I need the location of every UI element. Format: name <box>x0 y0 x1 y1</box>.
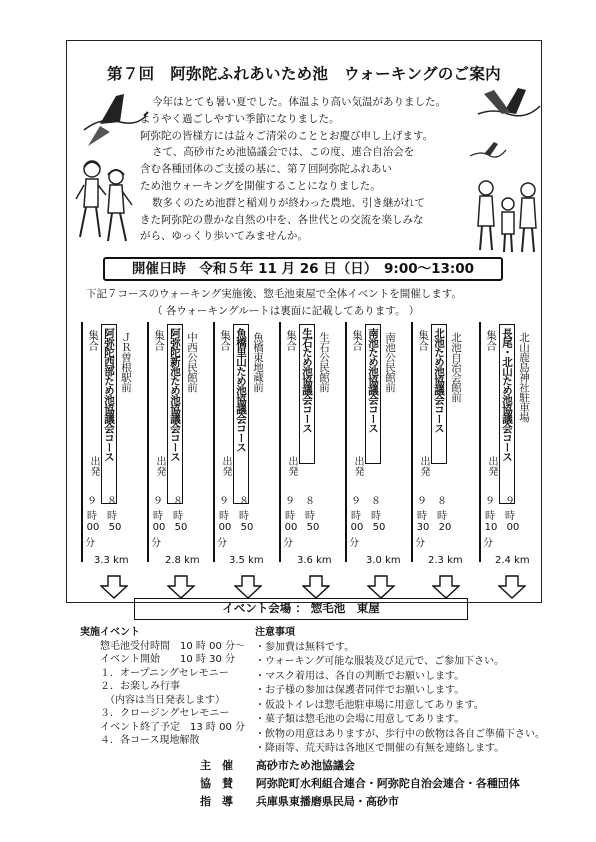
course-column <box>479 322 535 562</box>
gather-place: 南池公民館前 <box>384 332 396 392</box>
walkers-illustration <box>74 155 136 245</box>
minute-b: 50 <box>108 522 122 533</box>
intro-line: きた阿弥陀の豊かな自然の中を、各世代との交流を楽しみな <box>140 213 424 226</box>
note-item: ・お子様の参加は保護者同伴でお願いします。 <box>255 685 465 696</box>
down-arrow-icon <box>498 575 526 599</box>
minute-label: 分 <box>283 538 293 549</box>
crane-right-icon <box>474 84 544 144</box>
course-column <box>81 322 137 562</box>
minute-b: 50 <box>372 522 386 533</box>
course-name: 阿弥陀新池ため池協議会コース <box>169 328 181 461</box>
depart-label: 出発 <box>286 456 297 476</box>
hour-b: ８ <box>437 496 447 507</box>
intro-text <box>140 94 470 245</box>
gather-place: 中西公民館前 <box>186 332 198 392</box>
gather-place: 北山鹿島神社駐車場 <box>518 332 530 422</box>
minute-label: 分 <box>151 538 161 549</box>
down-arrow-icon <box>432 575 460 599</box>
hour-a: ９ <box>153 496 163 507</box>
event-item: 惣毛池受付時間 10 時 00 分～ <box>80 640 245 652</box>
hour-b: ８ <box>173 496 183 507</box>
minute-b: 50 <box>174 522 188 533</box>
down-arrow-icon <box>167 575 195 599</box>
down-arrow-icon <box>100 575 128 599</box>
organizer-label: 主 催 <box>200 759 233 772</box>
crane-small-icon <box>468 140 508 170</box>
note-item: ・ウォーキング可能な服装及び足元で、ご参加下さい。 <box>255 656 505 667</box>
depart-times: ９ ８ 時 時 00 50 <box>347 492 399 533</box>
intro-line: 数多くのため池群と稲刈りが終わった農地、引き継がれて <box>152 196 425 209</box>
course-distance: 2.3 km <box>428 555 463 566</box>
gather-label: 集合 <box>485 330 497 351</box>
minute-a: 00 <box>218 522 232 533</box>
depart-times: ９ ８ 時 時 00 50 <box>83 492 135 533</box>
gather-label: 集合 <box>219 330 231 351</box>
page-title: 第７回 阿弥陀ふれあいため池 ウォーキングのご案内 <box>107 65 501 83</box>
gather-label: 集合 <box>153 330 165 351</box>
hour-b: ８ <box>239 496 249 507</box>
down-arrow-icon <box>302 575 330 599</box>
gather-place: 魚橋東地蔵前 <box>252 332 264 392</box>
course-distance: 2.8 km <box>165 555 200 566</box>
minute-a: 00 <box>86 522 100 533</box>
gather-label: 集合 <box>285 330 297 351</box>
organizer-row <box>200 757 355 773</box>
guidance-value: 兵庫県東播磨県民局・高砂市 <box>255 795 399 808</box>
minute-a: 00 <box>350 522 364 533</box>
hour-a: ９ <box>485 496 495 507</box>
hour-a: ９ <box>219 496 229 507</box>
minute-b: 50 <box>306 522 320 533</box>
course-name: 南池ため池協議会コース <box>367 328 379 433</box>
event-item: イベント終了予定 13 時 00 分 <box>80 721 245 733</box>
minute-a: 00 <box>284 522 298 533</box>
organizer-value: 高砂市ため池協議会 <box>255 759 355 772</box>
minute-b: 00 <box>506 522 520 533</box>
event-heading: 実施イベント <box>80 627 140 638</box>
down-arrow-icon <box>367 575 395 599</box>
course-column <box>411 322 467 562</box>
intro-line: ため池ウォーキングを開催することになりました。 <box>140 179 381 192</box>
minute-label: 分 <box>85 538 95 549</box>
course-column <box>147 322 203 562</box>
course-name: 阿弥陀西部ため池協議会コース <box>103 328 115 461</box>
course-name: 生石ため池協議会コース <box>301 328 313 433</box>
minute-label: 分 <box>483 538 493 549</box>
event-item: １．オープニングセレモニー <box>80 667 229 679</box>
depart-times: ９ ８ 時 時 00 50 <box>215 492 267 533</box>
minute-a: 30 <box>416 522 430 533</box>
depart-label: 出発 <box>88 456 99 476</box>
gather-place: 生石公民館前 <box>318 332 330 392</box>
gather-label: 集合 <box>87 330 99 351</box>
venue-box: イベント会場 ： 惣毛池 東屋 <box>134 598 468 620</box>
course-name: 魚橋里山ため池協議会コース <box>235 328 247 452</box>
event-item: ３．クロージングセレモニー <box>80 708 230 719</box>
minute-b: 50 <box>240 522 254 533</box>
intro-line: がら、ゆっくり歩いてみませんか。 <box>140 230 308 243</box>
minute-b: 20 <box>438 522 452 533</box>
minute-label: 分 <box>415 538 425 549</box>
course-name: 北池ため池協議会コース <box>433 328 445 433</box>
course-column <box>213 322 269 562</box>
depart-label: 出発 <box>154 456 165 476</box>
hour-a: ９ <box>285 496 295 507</box>
intro-line: さて、高砂市ため池協議会では、この度、連合自治会を <box>152 146 415 159</box>
course-distance: 2.4 km <box>495 555 530 566</box>
notice-line: 下記７コースのウォーキング実施後、惣毛池東屋で全体イベントを開催します。 <box>86 288 462 300</box>
depart-times: ９ ８ 時 時 30 20 <box>413 492 465 533</box>
minute-label: 分 <box>349 538 359 549</box>
event-item: ２．お楽しみ行事 <box>80 681 180 692</box>
depart-times: ９ ９ 時 時 10 00 <box>481 492 533 533</box>
hour-b: ８ <box>371 496 381 507</box>
depart-label: 出発 <box>352 456 363 476</box>
course-distance: 3.5 km <box>229 555 264 566</box>
depart-label: 出発 <box>220 456 231 476</box>
minute-label: 分 <box>217 538 227 549</box>
hour-a: ９ <box>417 496 427 507</box>
gather-label: 集合 <box>351 330 363 351</box>
course-distance: 3.3 km <box>94 555 129 566</box>
event-item: （内容は当日発表します） <box>80 694 225 706</box>
guidance-label: 指 導 <box>200 795 233 808</box>
course-column <box>279 322 335 562</box>
intro-line: 含む各種団体のご支援の基に、第７回阿弥陀ふれあい <box>140 163 392 176</box>
course-distance: 3.0 km <box>366 555 401 566</box>
intro-line: 阿弥陀の皆様方には益々ご清栄のこととお慶び申し上げます。 <box>140 129 434 142</box>
hour-b: ９ <box>505 496 515 507</box>
sponsor-value: 阿弥陀町水利組合連合・阿弥陀自治会連合・各種団体 <box>255 777 520 790</box>
hour-a: ９ <box>87 496 97 507</box>
depart-times: ９ ８ 時 時 00 50 <box>149 492 201 533</box>
sponsor-row <box>200 775 520 791</box>
minute-a: 10 <box>484 522 498 533</box>
notes-heading: 注意事項 <box>255 627 295 638</box>
course-column <box>345 322 401 562</box>
note-item: ・仮設トイレは惣毛池駐車場に用意してあります。 <box>255 699 484 711</box>
family-illustration <box>474 176 540 256</box>
note-item: ・マスク着用は、各自の判断でお願いします。 <box>255 670 465 682</box>
hour-a: ９ <box>351 496 361 507</box>
sponsor-label: 協 賛 <box>200 777 233 790</box>
note-item: ・参加費は無料です。 <box>255 641 355 653</box>
event-list <box>80 626 245 748</box>
depart-times: ９ ８ 時 時 00 50 <box>281 492 333 533</box>
notes-list <box>255 626 545 757</box>
note-item: ・菓子類は惣毛池の会場に用意してあります。 <box>255 714 465 725</box>
down-arrow-icon <box>234 575 262 599</box>
course-name: 長尾・北山ため池協議会コース <box>501 328 513 461</box>
event-date-box: 開催日時 令和５年 11 月 26 日（日） 9:00～13:00 <box>103 257 503 281</box>
course-columns <box>81 322 544 562</box>
depart-label: 出発 <box>486 456 497 476</box>
note-item: ・飲物の用意はありますが、歩行中の飲物は各自ご準備下さい。 <box>255 728 545 740</box>
depart-label: 出発 <box>418 456 429 476</box>
gather-place: ＪＲ曽根駅前 <box>120 332 132 392</box>
gather-place: 北池自治会館前 <box>450 332 462 402</box>
intro-line: ようやく過ごしやすい季節になりました。 <box>140 112 340 125</box>
hour-b: ８ <box>305 496 315 507</box>
guidance-row <box>200 793 399 809</box>
course-distance: 3.6 km <box>297 555 332 566</box>
notice-line: （ 各ウォーキングルートは裏面に記載してあります。 ） <box>152 305 420 317</box>
gather-label: 集合 <box>417 330 429 351</box>
hour-b: ８ <box>107 496 117 507</box>
note-item: ・降雨等、荒天時は各地区で開催の有無を連絡します。 <box>255 743 505 754</box>
event-item: イベント開始 10 時 30 分 <box>80 654 235 665</box>
minute-a: 00 <box>152 522 166 533</box>
intro-line: 今年はとても暑い夏でした。体温より高い気温がありました。 <box>152 96 446 108</box>
event-item: ４．各コース現地解散 <box>80 735 200 746</box>
